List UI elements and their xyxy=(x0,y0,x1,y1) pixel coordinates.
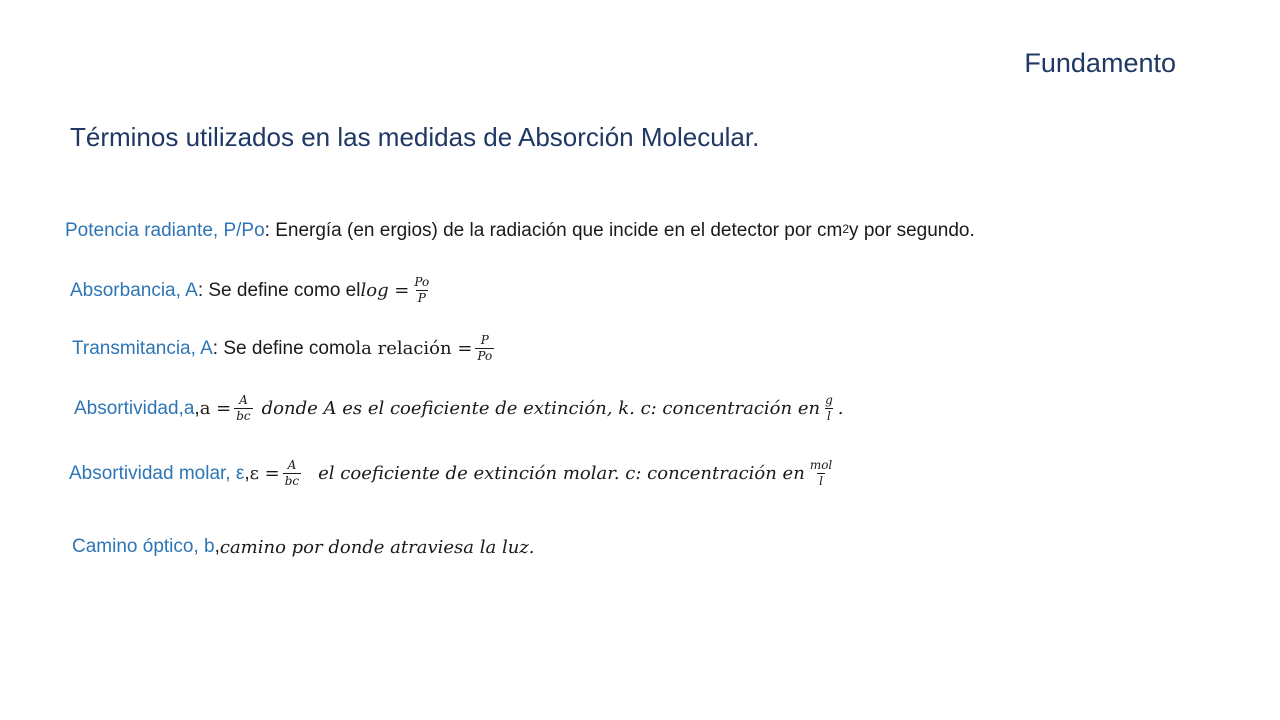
math-expression: la relación = xyxy=(355,338,473,359)
separator: , xyxy=(244,462,250,484)
fraction-denominator: l xyxy=(827,409,831,423)
definition-text: : Energía (en ergios) de la radiación que incide en el detector por cm xyxy=(264,220,843,241)
period: . xyxy=(837,398,844,419)
definition-text: : Se define como xyxy=(212,337,356,359)
term-absortividad: Absortividad,a xyxy=(74,397,195,419)
math-expression: log = xyxy=(360,280,410,301)
row-absorbancia xyxy=(70,275,434,306)
fraction-denominator: l xyxy=(819,474,823,488)
term-transmitancia: Transmitancia, A xyxy=(72,337,213,359)
fraction xyxy=(475,333,494,364)
row-transmitancia xyxy=(72,333,497,364)
term-absorbancia: Absorbancia, A xyxy=(70,279,198,301)
definition-text: : Se define como el xyxy=(197,279,361,301)
term-camino-optico: Camino óptico, b xyxy=(72,536,215,557)
row-potencia-radiante xyxy=(65,220,975,242)
row-absortividad-molar xyxy=(69,458,837,489)
fraction-numerator: Po xyxy=(414,275,430,289)
slide-title: Términos utilizados en las medidas de Absorción Molecular. xyxy=(70,122,760,152)
math-description: camino por donde atraviesa la luz. xyxy=(219,536,535,558)
math-expression: ε = xyxy=(249,463,280,484)
fraction xyxy=(283,458,301,489)
fraction-denominator: P xyxy=(417,291,426,305)
superscript: 2 xyxy=(842,222,850,236)
fraction xyxy=(234,393,252,424)
separator: , xyxy=(194,397,200,419)
fraction-numerator: g xyxy=(825,393,833,407)
row-camino-optico xyxy=(72,536,535,558)
row-absortividad xyxy=(74,393,844,424)
fraction-denominator: bc xyxy=(284,474,300,488)
fraction-denominator: Po xyxy=(477,349,493,363)
fraction-numerator: mol xyxy=(809,458,833,472)
separator: , xyxy=(214,536,220,557)
math-description: donde A es el coeficiente de extinción, k. c: concentración en xyxy=(261,398,821,419)
section-title: Fundamento xyxy=(1024,48,1176,78)
fraction-numerator: A xyxy=(287,458,297,472)
fraction-units xyxy=(823,393,835,424)
term-absortividad-molar: Absortividad molar, ε xyxy=(69,462,245,484)
definition-text-end: y por segundo. xyxy=(849,220,975,241)
fraction-numerator: P xyxy=(480,333,489,347)
fraction-denominator: bc xyxy=(236,409,251,423)
fraction xyxy=(412,275,431,306)
math-expression: a = xyxy=(199,398,232,419)
fraction-numerator: A xyxy=(239,393,248,407)
term-potencia-radiante: Potencia radiante, P/Po xyxy=(65,220,265,241)
fraction-units xyxy=(808,458,834,489)
math-description: el coeficiente de extinción molar. c: concentración en xyxy=(318,463,805,484)
